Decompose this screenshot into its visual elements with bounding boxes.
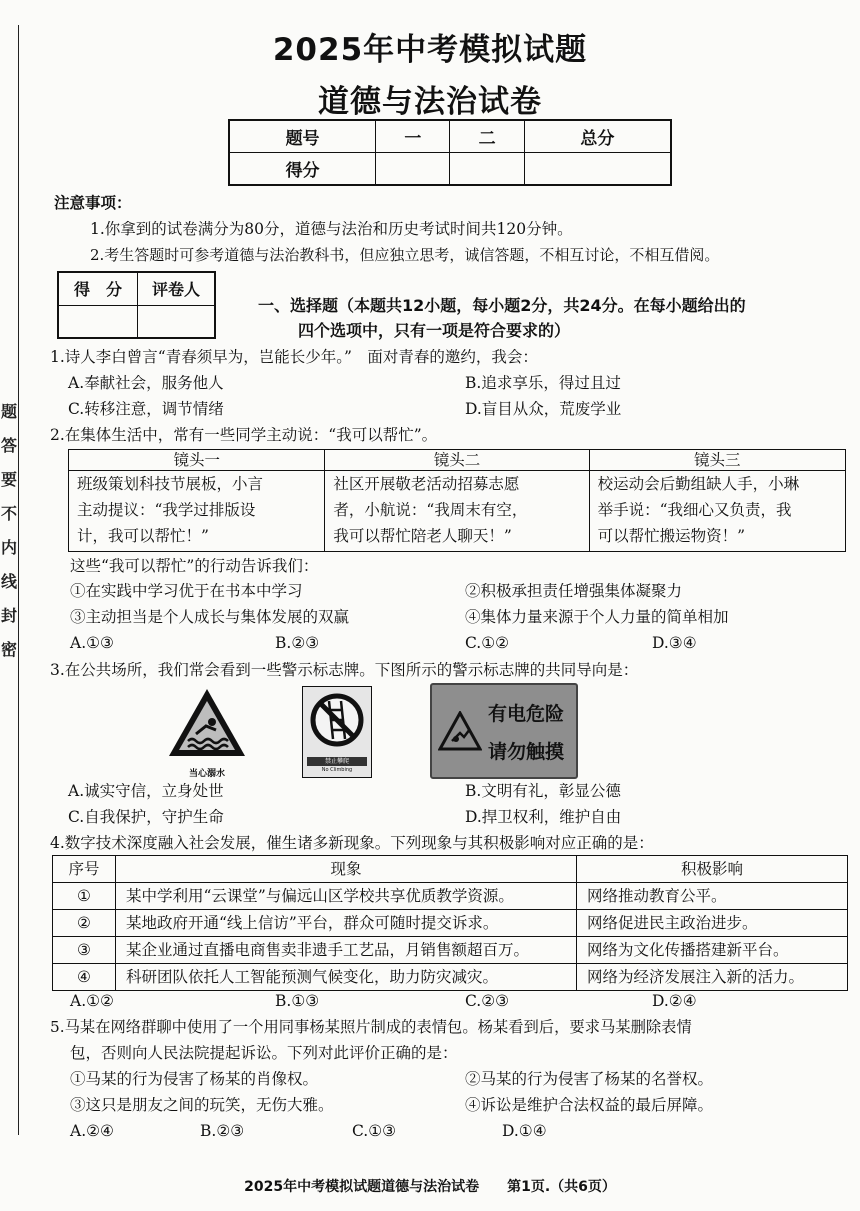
score-blank-cell[interactable] [524,153,671,186]
score-header-cell: 一 [376,120,450,153]
lens-line: 计，我可以帮忙！” [77,527,209,545]
option-d[interactable]: D.②④ [652,992,697,1010]
score-row-label: 得分 [229,153,376,186]
question-stem-cont: 包，否则向人民法院提起诉讼。下列对此评价正确的是： [70,1044,458,1062]
row-impact: 网络为文化传播搭建新平台。 [577,937,848,964]
no-climbing-sign [302,686,372,778]
notice-item: 2.考生答题时可参考道德与法治教科书，但应独立思考，诚信答题，不相互讨论，不相互借阅。 [90,246,720,264]
grader-score-blank[interactable] [58,305,138,338]
electric-danger-sign [430,683,578,779]
table-row [53,883,848,910]
lens-table [68,449,846,552]
margin-char: 内 [0,538,17,557]
row-number: ① [53,883,116,910]
option-c[interactable]: C.②③ [465,992,510,1010]
lens-line: 可以帮忙搬运物资！” [597,527,746,545]
grader-score-label: 得 分 [58,272,138,305]
option-a[interactable]: A.①③ [70,634,114,652]
statement: ①马某的行为侵害了杨某的肖像权。 [70,1070,319,1088]
option-c[interactable]: C.自我保护，守护生命 [68,808,224,826]
row-phenomenon: 某中学利用“云课堂”与偏远山区学校共享优质教学资源。 [116,883,577,910]
lens-content [69,471,325,552]
margin-char: 不 [0,504,17,523]
lens-line: 者，小航说：“我周末有空， [333,501,528,519]
lens-title: 镜头二 [325,450,589,471]
question-stem: 1.诗人李白曾言“青春须早为，岂能长少年。” 面对青春的邀约，我会： [50,348,538,366]
statement: ③主动担当是个人成长与集体发展的双赢 [70,608,350,626]
option-a[interactable]: A.①② [70,992,114,1010]
lens-line: 举手说：“我细心又负责，我 [597,501,792,519]
question-stem: 5.马某在网络群聊中使用了一个用同事杨某照片制成的表情包。杨某看到后，要求马某删除表情 [50,1018,692,1036]
score-header-cell: 题号 [229,120,376,153]
option-b[interactable]: B.①③ [275,992,320,1010]
score-blank-cell[interactable] [450,153,524,186]
margin-char: 封 [0,606,17,625]
table-row [53,910,848,937]
option-b[interactable]: B.文明有礼，彰显公德 [465,782,621,800]
lens-content [589,471,845,552]
option-d[interactable]: D.①④ [502,1122,547,1140]
row-phenomenon: 某企业通过直播电商售卖非遗手工艺品，月销售额超百万。 [116,937,577,964]
score-table [228,119,672,186]
margin-char: 答 [0,436,17,455]
margin-char: 题 [0,402,17,421]
sign-caption-en: No Climbing [321,767,353,773]
statement: ①在实践中学习优于在书本中学习 [70,582,303,600]
statement: ③这只是朋友之间的玩笑，无伤大雅。 [70,1096,334,1114]
lens-line: 校运动会后勤组缺人手，小琳 [597,475,800,493]
statement: ④诉讼是维护合法权益的最后屏障。 [465,1096,714,1114]
exam-title: 2025年中考模拟试题 [272,32,588,68]
page-footer: 2025年中考模拟试题道德与法治试卷 第1页.（共6页） [244,1179,616,1195]
option-b[interactable]: B.②③ [200,1122,245,1140]
row-number: ② [53,910,116,937]
statement: ④集体力量来源于个人力量的简单相加 [465,608,729,626]
lens-line: 主动提议：“我学过排版设 [77,501,256,519]
row-phenomenon: 科研团队依托人工智能预测气候变化，助力防灾减灾。 [116,964,577,991]
warning-triangle-icon [166,686,248,760]
score-header-cell: 总分 [524,120,671,153]
binding-line [18,25,19,1135]
row-impact: 网络为经济发展注入新的活力。 [577,964,848,991]
option-d[interactable]: D.盲目从众，荒废学业 [465,400,622,418]
statement: ②马某的行为侵害了杨某的名誉权。 [465,1070,714,1088]
question-stem: 4.数字技术深度融入社会发展，催生诸多新现象。下列现象与其积极影响对应正确的是： [50,834,654,852]
option-a[interactable]: A.诚实守信，立身处世 [68,782,224,800]
statement: ②积极承担责任增强集体凝聚力 [465,582,683,600]
section-heading: 一、选择题（本题共12小题，每小题2分，共24分。在每小题给出的 [258,296,746,315]
table-row [53,964,848,991]
binding-margin-text [0,395,18,667]
grader-name-blank[interactable] [138,305,216,338]
option-d[interactable]: D.捍卫权利，维护自由 [465,808,622,826]
section-heading-cont: 四个选项中，只有一项是符合要求的） [298,321,571,340]
lens-title: 镜头一 [69,450,325,471]
option-c[interactable]: C.①② [465,634,510,652]
option-b[interactable]: B.追求享乐，得过且过 [465,374,621,392]
notice-title: 注意事项： [54,194,132,212]
row-phenomenon: 某地政府开通“线上信访”平台，群众可随时提交诉求。 [116,910,577,937]
electric-warning-icon [438,711,482,751]
column-header: 序号 [53,856,116,883]
notice-item: 1.你拿到的试卷满分为80分，道德与法治和历史考试时间共120分钟。 [90,220,573,238]
lens-title: 镜头三 [589,450,845,471]
row-impact: 网络推动教育公平。 [577,883,848,910]
row-number: ③ [53,937,116,964]
option-b[interactable]: B.②③ [275,634,320,652]
option-c[interactable]: C.①③ [352,1122,397,1140]
row-impact: 网络促进民主政治进步。 [577,910,848,937]
column-header: 积极影响 [577,856,848,883]
score-blank-cell[interactable] [376,153,450,186]
margin-char: 要 [0,470,17,489]
question-stem: 3.在公共场所，我们常会看到一些警示标志牌。下图所示的警示标志牌的共同导向是： [50,661,639,679]
row-number: ④ [53,964,116,991]
option-d[interactable]: D.③④ [652,634,697,652]
margin-char: 线 [0,572,17,591]
grader-table [57,271,216,339]
option-a[interactable]: A.②④ [70,1122,114,1140]
sign-text: 请勿触摸 [488,741,565,763]
lens-line: 我可以帮忙陪老人聊天！” [333,527,512,545]
lens-content [325,471,589,552]
sign-caption: 禁止攀爬 [307,757,367,766]
no-climbing-icon [303,687,371,753]
drowning-warning-sign [166,686,248,778]
option-c[interactable]: C.转移注意，调节情绪 [68,400,224,418]
option-a[interactable]: A.奉献社会，服务他人 [68,374,224,392]
margin-char: 密 [0,640,17,659]
grader-name-label: 评卷人 [138,272,216,305]
column-header: 现象 [116,856,577,883]
lens-line: 社区开展敬老活动招募志愿 [333,475,520,493]
table-row [53,937,848,964]
phenomenon-table [52,855,848,991]
exam-subtitle: 道德与法治试卷 [318,84,542,120]
question-lead: 这些“我可以帮忙”的行动告诉我们： [70,557,319,575]
score-header-cell: 二 [450,120,524,153]
lens-line: 班级策划科技节展板，小言 [77,475,264,493]
sign-caption: 当心溺水 [188,769,225,779]
sign-text: 有电危险 [488,703,565,725]
question-stem: 2.在集体生活中，常有一些同学主动说：“我可以帮忙”。 [50,426,438,444]
